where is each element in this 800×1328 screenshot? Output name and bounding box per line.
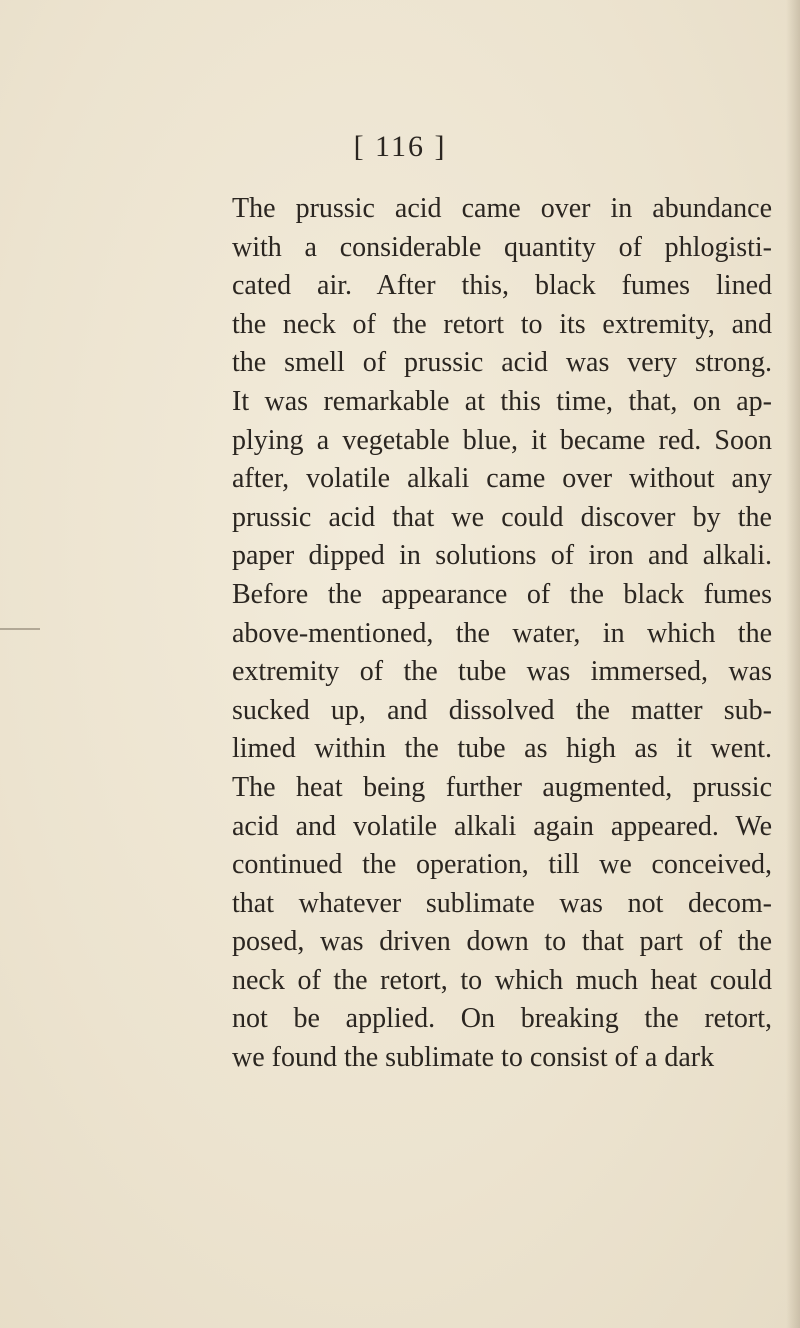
text-line: continued the operation, till we conceived,	[232, 849, 772, 881]
text-line: plying a vegetable blue, it became red. Soon	[232, 424, 772, 456]
text-line: that whatever sublimate was not decom-	[232, 887, 772, 919]
text-line: The prussic acid came over in abundance	[232, 193, 772, 224]
text-line: extremity of the tube was immersed, was	[232, 656, 772, 688]
margin-mark	[0, 628, 40, 630]
text-line: prussic acid that we could discover by the	[232, 501, 772, 533]
text-line: Before the appearance of the black fumes	[232, 578, 772, 610]
text-line: paper dipped in solutions of iron and alkali.	[232, 540, 772, 572]
text-line: we found the sublimate to consist of a dark	[232, 1042, 715, 1074]
text-line: neck of the retort, to which much heat could	[232, 964, 772, 996]
text-line: sucked up, and dissolved the matter sub-	[232, 694, 772, 726]
text-line: limed within the tube as high as it went.	[232, 733, 772, 765]
text-line: posed, was driven down to that part of the	[232, 926, 772, 958]
page-edge-shadow	[786, 0, 800, 1328]
page-number: [ 116 ]	[353, 130, 447, 163]
text-line: The heat being further augmented, prussic	[232, 771, 772, 803]
text-line: with a considerable quantity of phlogisti-	[232, 231, 772, 263]
body-text	[232, 190, 772, 1078]
text-line: the neck of the retort to its extremity, and	[232, 308, 772, 340]
text-line: not be applied. On breaking the retort,	[232, 1003, 772, 1035]
text-line: above-mentioned, the water, in which the	[232, 617, 772, 649]
text-line: after, volatile alkali came over without any	[232, 463, 772, 495]
text-line: acid and volatile alkali again appeared. We	[232, 810, 772, 842]
text-line: It was remarkable at this time, that, on ap-	[232, 385, 772, 417]
text-line: cated air. After this, black fumes lined	[232, 270, 772, 302]
text-line: the smell of prussic acid was very strong.	[232, 347, 772, 379]
